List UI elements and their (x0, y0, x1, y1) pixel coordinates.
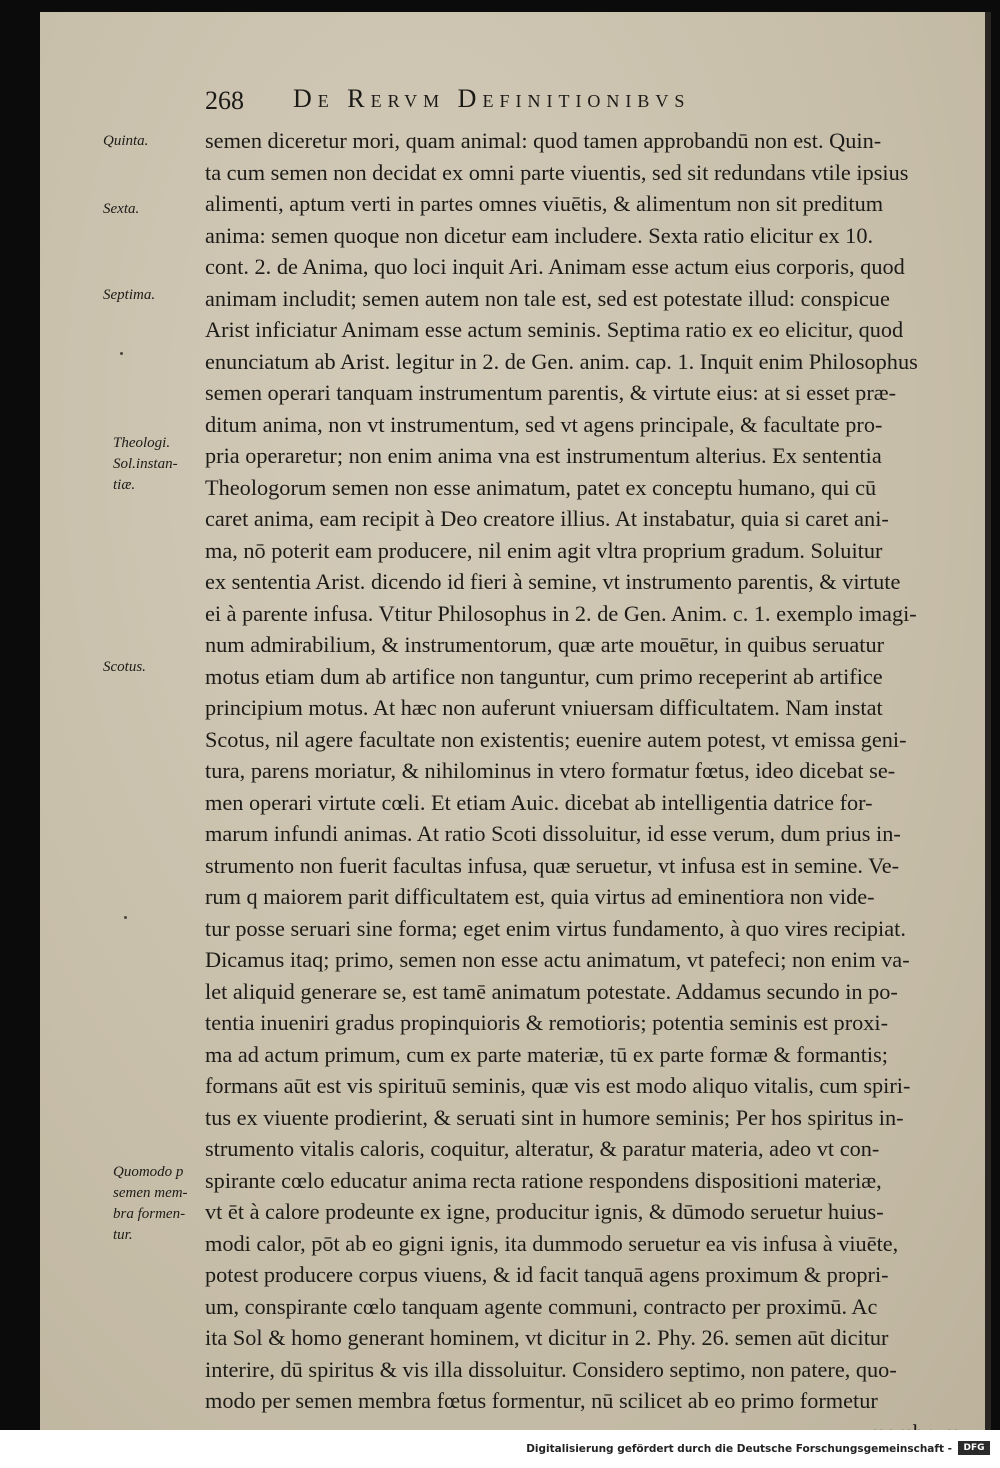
text-line: pria operaretur; non enim anima vna est instrumentum alterius. Ex sententia (205, 443, 882, 468)
text-line: semen operari tanquam instrumentum parentis, & virtute eius: at si esset præ- (205, 380, 897, 405)
text-line: um, conspirante cœlo tanquam agente communi, contracto per proximū. Ac (205, 1293, 878, 1319)
margin-note-line: tiæ. (113, 477, 136, 493)
text-line: Theologorum semen non esse animatum, patet ex conceptu humano, qui cū (205, 474, 877, 500)
text-line: rum q maiorem parit difficultatem est, quia virtus ad eminentiora non vide- (205, 884, 875, 909)
text-line: tentia inueniri gradus propinquioris & remotioris; potentia seminis est proxi- (205, 1010, 889, 1035)
text-line: ma, nō poterit eam producere, nil enim agit vltra proprium gradum. Soluitur (205, 537, 883, 563)
text-line: motus etiam dum ab artifice non tanguntur, cum primo receperint ab artifice (205, 663, 883, 689)
text-line: ex sententia Arist. dicendo id fieri à semine, vt instrumento parentis, & virtute (205, 569, 901, 594)
margin-note-line: Theologi. (113, 435, 171, 451)
margin-note-quomodo (113, 1162, 188, 1246)
text-line: ma ad actum primum, cum ex parte materiæ, tū ex parte formæ & formantis; (205, 1041, 888, 1067)
text-line: Dicamus itaq; primo, semen non esse actu animatum, vt patefeci; non enim va- (205, 947, 910, 972)
margin-note-line: Quomodo p (113, 1164, 184, 1180)
footer-bar (0, 1430, 1000, 1468)
dfg-logo-icon: DFG (958, 1441, 990, 1455)
running-title: De Rervm Definitionibvs (293, 84, 691, 113)
text-line: tura, parens moriatur, & nihilominus in vtero formatur fœtus, ideo dicebat se- (205, 758, 896, 783)
text-line: modi calor, pōt ab eo gigni ignis, ita dummodo seruetur ea vis infusa à viuēte, (205, 1230, 899, 1256)
text-line: strumento non fuerit facultas infusa, quæ seruetur, vt infusa est in semine. Ve- (205, 852, 900, 878)
margin-note-line: tur. (113, 1227, 133, 1243)
paper-speck (120, 352, 123, 355)
text-line: tus ex viuente prodierint, & seruati sint in humore seminis; Per hos spiritus in- (205, 1104, 904, 1130)
page-header (205, 80, 905, 120)
text-line: vt ēt à calore prodeunte ex igne, producitur ignis, & dūmodo seruetur huius- (205, 1199, 884, 1224)
margin-note-line: bra formen- (113, 1206, 186, 1222)
page-number: 268 (205, 86, 244, 115)
margin-note-scotus: Scotus. (103, 659, 146, 675)
text-line: semen diceretur mori, quam animal: quod tamen approbandū non est. Quin- (205, 128, 882, 153)
text-line: marum infundi animas. At ratio Scoti dissoluitur, id esse verum, dum prius in- (205, 821, 901, 846)
text-line: alimenti, aptum verti in partes omnes viuētis, & alimentum non sit preditum (205, 191, 884, 216)
text-line: caret anima, eam recipit à Deo creatore illius. At instabatur, quia si caret ani- (205, 506, 889, 531)
text-line: strumento vitalis caloris, coquitur, alteratur, & paratur materia, adeo vt con- (205, 1136, 880, 1161)
paper-speck (124, 916, 127, 919)
text-line: potest producere corpus viuens, & id facit tanquā agens proximum & propri- (205, 1262, 889, 1287)
text-line: principium motus. At hæc non auferunt vniuersam difficultatem. Nam instat (205, 695, 883, 720)
text-line: modo per semen membra fœtus formentur, nū scilicet ab eo primo formetur (205, 1388, 878, 1413)
text-line: Arist inficiatur Animam esse actum seminis. Septima ratio ex eo elicitur, quod (205, 317, 904, 342)
margin-note-quinta: Quinta. (103, 133, 149, 149)
text-line: men operari virtute cœli. Et etiam Auic. dicebat ab intelligentia datrice for- (205, 789, 873, 815)
text-line: interire, dū spiritus & vis illa dissoluitur. Considero septimo, non patere, quo- (205, 1356, 897, 1382)
text-line: formans aūt est vis spirituū seminis, quæ vis est modo aliquo vitalis, cum spiri- (205, 1073, 911, 1098)
margin-note-septima: Septima. (103, 287, 156, 303)
text-line: animam includit; semen autem non tale est, sed est potestate illud: conspicue (205, 285, 890, 311)
text-line: tur posse seruari sine forma; eget enim virtus fundamento, à quo vires recipiat. (205, 915, 906, 941)
text-line: spirante cœlo educatur anima recta ratione respondens dispositioni materiæ, (205, 1167, 882, 1193)
text-line: enunciatum ab Arist. legitur in 2. de Gen. anim. cap. 1. Inquit enim Philosophus (205, 348, 918, 374)
funding-credit: Digitalisierung gefördert durch die Deutsche Forschungsgemeinschaft - (526, 1443, 952, 1455)
margin-note-theologi (113, 433, 178, 496)
text-line: cont. 2. de Anima, quo loci inquit Ari. Animam esse actum eius corporis, quod (205, 254, 905, 279)
text-line: anima: semen quoque non dicetur eam includere. Sexta ratio elicitur ex 10. (205, 222, 874, 248)
text-line: let aliquid generare se, est tamē animatum potestate. Addamus secundo in po- (205, 978, 898, 1004)
text-line: Scotus, nil agere facultate non existentis; euenire autem potest, vt emissa geni- (205, 726, 907, 752)
body-text (205, 125, 970, 1448)
text-line: num admirabilium, & instrumentorum, quæ arte mouētur, in quibus seruatur (205, 632, 885, 657)
text-line: ei à parente infusa. Vtitur Philosophus in 2. de Gen. Anim. c. 1. exemplo imagi- (205, 600, 917, 626)
text-line: ta cum semen non decidat ex omni parte viuentis, sed sit redundans vtile ipsius (205, 159, 909, 185)
text-line: ita Sol & homo generant hominem, vt dicitur in 2. Phy. 26. semen aūt dicitur (205, 1325, 889, 1350)
margin-note-line: semen mem- (113, 1185, 188, 1201)
margin-note-line: Sol.instan- (113, 456, 178, 472)
text-line: ditum anima, non vt instrumentum, sed vt agens principale, & facultate pro- (205, 411, 883, 437)
margin-note-sexta: Sexta. (103, 201, 140, 217)
